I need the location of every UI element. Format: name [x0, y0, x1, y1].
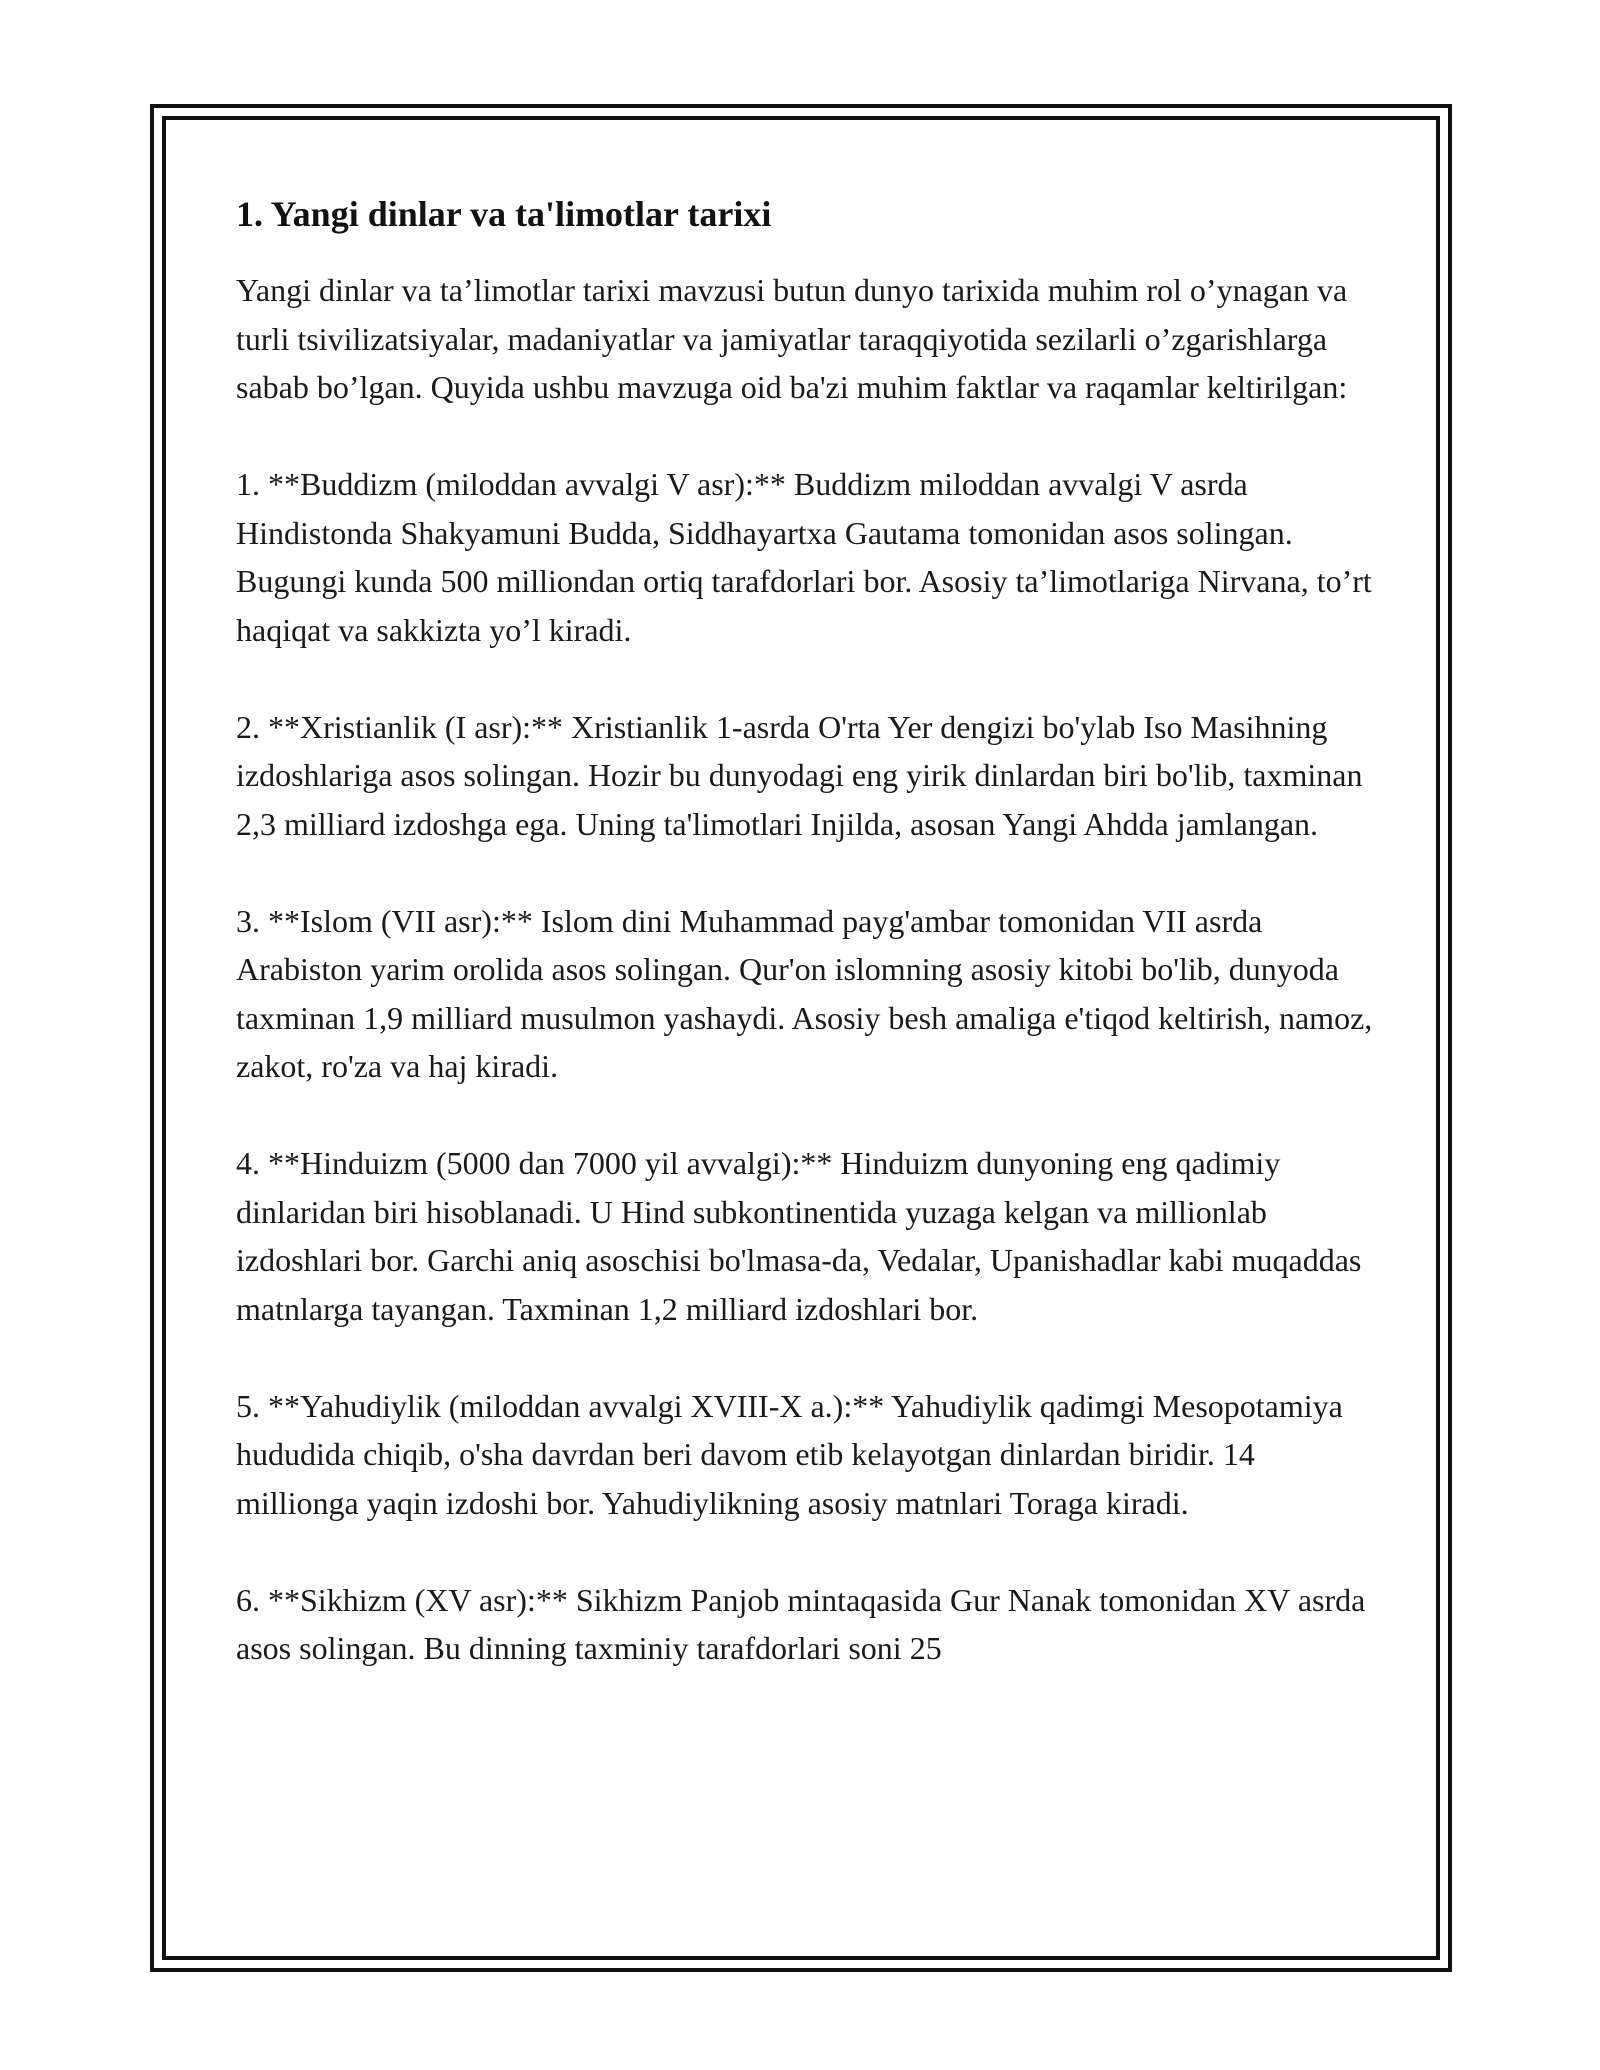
document-title: 1. Yangi dinlar va ta'limotlar tarixi	[236, 194, 772, 234]
document-body	[236, 190, 1376, 1721]
judaism-paragraph: 5. **Yahudiylik (miloddan avvalgi XVIII-X a.):** Yahudiylik qadimgi Mesopotamiya hududida chiqib, o'sha davrdan beri davom etib kelayotgan dinlardan biridir. 14 millionga yaqin izdoshi bor. Yahudiylikning asosiy matnlari Toraga kiradi.	[236, 1387, 1343, 1521]
intro-paragraph: Yangi dinlar va ta’limotlar tarixi mavzusi butun dunyo tarixida muhim rol o’ynagan va turli tsivilizatsiyalar, madaniyatlar va jamiyatlar taraqqiyotida sezilarli o’zgarishlarga sabab bo’lgan. Quyida ushbu mavzuga oid ba'zi muhim faktlar va raqamlar keltirilgan:	[236, 272, 1348, 405]
christianity-paragraph: 2. **Xristianlik (I asr):** Xristianlik 1-asrda O'rta Yer dengizi bo'ylab Iso Masihning izdoshlariga asos solingan. Hozir bu dunyodagi eng yirik dinlardan biri bo'lib, taxminan 2,3 milliard izdoshga ega. Uning ta'limotlari Injilda, asosan Yangi Ahdda jamlangan.	[236, 708, 1363, 842]
buddhism-paragraph: 1. **Buddizm (miloddan avvalgi V asr):** Buddizm miloddan avvalgi V asrda Hindistonda Shakyamuni Budda, Siddhayartxa Gautama tomonidan asos solingan. Bugungi kunda 500 milliondan ortiq tarafdorlari bor. Asosiy ta’limotlariga Nirvana, to’rt haqiqat va sakkizta yo’l kiradi.	[236, 466, 1372, 648]
hinduism-paragraph: 4. **Hinduizm (5000 dan 7000 yil avvalgi):** Hinduizm dunyoning eng qadimiy dinlaridan biri hisoblanadi. U Hind subkontinentida yuzaga kelgan va millionlab izdoshlari bor. Garchi aniq asoschisi bo'lmasa-da, Vedalar, Upanishadlar kabi muqaddas matnlarga tayangan. Taxminan 1,2 milliard izdoshlari bor.	[236, 1145, 1362, 1327]
islam-paragraph: 3. **Islom (VII asr):** Islom dini Muhammad payg'ambar tomonidan VII asrda Arabiston yarim orolida asos solingan. Qur'on islomning asosiy kitobi bo'lib, dunyoda taxminan 1,9 milliard musulmon yashaydi. Asosiy besh amaliga e'tiqod keltirish, namoz, zakot, ro'za va haj kiradi.	[236, 902, 1373, 1084]
sikhism-paragraph: 6. **Sikhizm (XV asr):** Sikhizm Panjob mintaqasida Gur Nanak tomonidan XV asrda asos solingan. Bu dinning taxminiy tarafdorlari soni 25	[236, 1581, 1366, 1666]
